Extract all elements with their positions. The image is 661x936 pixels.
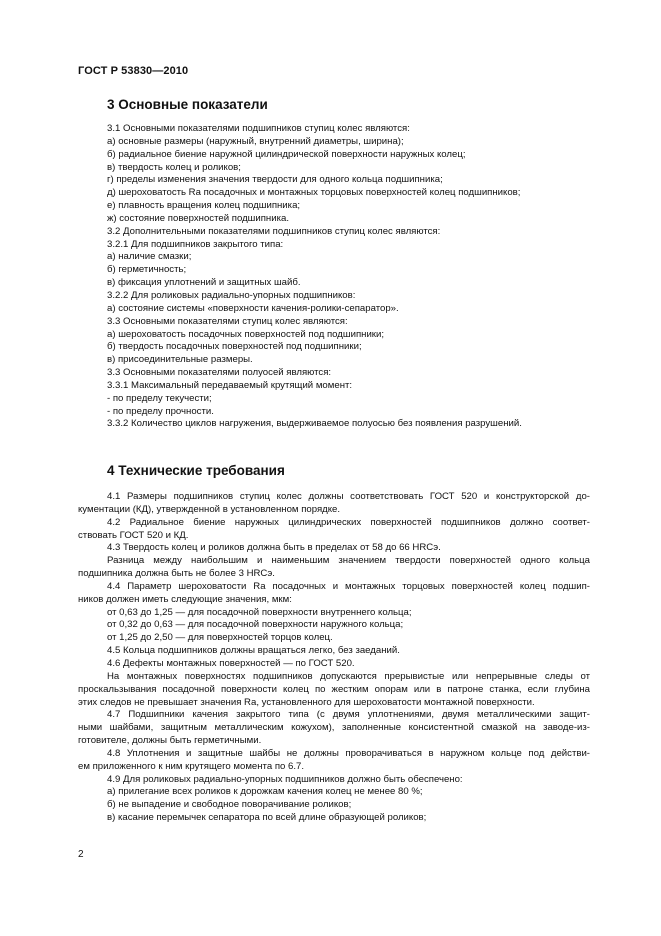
paragraph-line: ников должен иметь следующие значения, мкм: [78, 593, 292, 605]
line: а) состояние системы «поверхности качения-ролики-сепаратор». [107, 302, 399, 314]
line: б) твердость посадочных поверхностей под подшипники; [107, 341, 362, 353]
line: 3.3.2 Количество циклов нагружения, выдерживаемое полуосью без появления разрушений. [107, 418, 522, 430]
paragraph-line: 4.6 Дефекты монтажных поверхностей — по ГОСТ 520. [107, 657, 355, 669]
paragraph-line: 4.2 Радиальное биение наружных цилиндрических поверхностей подшипников должно соответ- [107, 516, 590, 528]
paragraph-line: этих следов не превышает значения Ra, установленного для шероховатости монтажной поверхности. [78, 696, 535, 708]
line: 3.2.1 Для подшипников закрытого типа: [107, 238, 284, 250]
list-item: б) не выпадение и свободное поворачивание роликов; [107, 799, 352, 811]
line: ж) состояние поверхностей подшипника. [107, 212, 289, 224]
paragraph-line: Разница между наибольшим и наименьшим значением твердости поверхностей одного кольца [107, 555, 590, 567]
line: 3.2 Дополнительными показателями подшипников ступиц колес являются: [107, 225, 441, 237]
paragraph-line: 4.8 Уплотнения и защитные шайбы не должны проворачиваться в наружном кольце под действи- [107, 747, 590, 759]
line: 3.2.2 Для роликовых радиально-упорных подшипников: [107, 289, 356, 301]
paragraph-line: 4.5 Кольца подшипников должны вращаться легко, без заеданий. [107, 645, 400, 657]
line: - по пределу текучести; [107, 392, 212, 404]
page-number: 2 [78, 849, 84, 860]
paragraph-line: 4.4 Параметр шероховатости Ra посадочных и монтажных торцовых поверхностей колец подшип- [107, 580, 590, 592]
line: г) пределы изменения значения твердости для одного кольца подшипника; [107, 174, 443, 186]
paragraph-line: кументации (КД), утвержденной в установленном порядке. [78, 503, 341, 515]
line: б) радиальное биение наружной цилиндрической поверхности наружных колец; [107, 148, 466, 160]
paragraph-line: 4.9 Для роликовых радиально-упорных подшипников должно быть обеспечено: [107, 773, 463, 785]
line: в) присоединительные размеры. [107, 354, 253, 366]
paragraph-line: ствовать ГОСТ 520 и КД. [78, 529, 189, 541]
list-item: в) касание перемычек сепаратора по всей длине образующей роликов; [107, 812, 427, 824]
value-line: от 1,25 до 2,50 — для поверхностей торцов колец. [107, 632, 333, 644]
section-3-body [107, 123, 522, 431]
value-line: от 0,63 до 1,25 — для посадочной поверхности внутреннего кольца; [107, 606, 412, 618]
paragraph-line: 4.3 Твердость колец и роликов должна быть в пределах от 58 до 66 HRCэ. [107, 542, 441, 554]
paragraph-line: 4.7 Подшипники качения закрытого типа (с двумя уплотнениями, двумя металлическими защит- [107, 709, 590, 721]
line: а) шероховатость посадочных поверхностей под подшипники; [107, 328, 385, 340]
line: д) шероховатость Ra посадочных и монтажных торцовых поверхностей колец подшипников; [107, 187, 521, 199]
line: 3.3.1 Максимальный передаваемый крутящий момент: [107, 379, 353, 391]
paragraph-line: 4.1 Размеры подшипников ступиц колес должны соответствовать ГОСТ 520 и конструкторской до- [107, 491, 590, 502]
value-line: от 0,32 до 0,63 — для посадочной поверхности наружного кольца; [107, 619, 404, 631]
paragraph-line: ными шайбами, защитным металлическим кожухом), заполненные консистентной смазкой на заводе-из- [78, 722, 590, 734]
line: е) плавность вращения колец подшипника; [107, 200, 301, 212]
line: в) твердость колец и роликов; [107, 161, 241, 173]
line: 3.1 Основными показателями подшипников ступиц колес являются: [107, 123, 410, 134]
section-3-title: 3 Основные показатели [107, 97, 268, 112]
list-item: а) прилегание всех роликов к дорожкам качения колец не менее 80 %; [107, 786, 423, 798]
section-4-body [78, 491, 590, 825]
line: 3.3 Основными показателями ступиц колес являются: [107, 315, 348, 327]
line: - по пределу прочности. [107, 405, 214, 417]
paragraph-line: готовителе, должны быть герметичными. [78, 735, 262, 747]
line: а) основные размеры (наружный, внутренний диаметры, ширина); [107, 135, 404, 147]
paragraph-line: ем приложенного к ним крутящего момента по 6.7. [78, 760, 305, 772]
line: 3.3 Основными показателями полуосей являются: [107, 367, 332, 379]
paragraph-line: подшипника должна быть не более 3 HRCэ. [78, 568, 275, 580]
section-4-title: 4 Технические требования [107, 463, 285, 478]
paragraph-line: На монтажных поверхностях подшипников допускаются прерывистые или непрерывные следы от [107, 670, 590, 682]
line: б) герметичность; [107, 264, 187, 276]
line: а) наличие смазки; [107, 251, 192, 263]
document-code-header: ГОСТ Р 53830—2010 [78, 65, 189, 77]
line: в) фиксация уплотнений и защитных шайб. [107, 277, 301, 289]
paragraph-line: проскальзывания посадочной поверхности колец по жестким опорам или в патроне станка, если глубина [78, 683, 590, 695]
